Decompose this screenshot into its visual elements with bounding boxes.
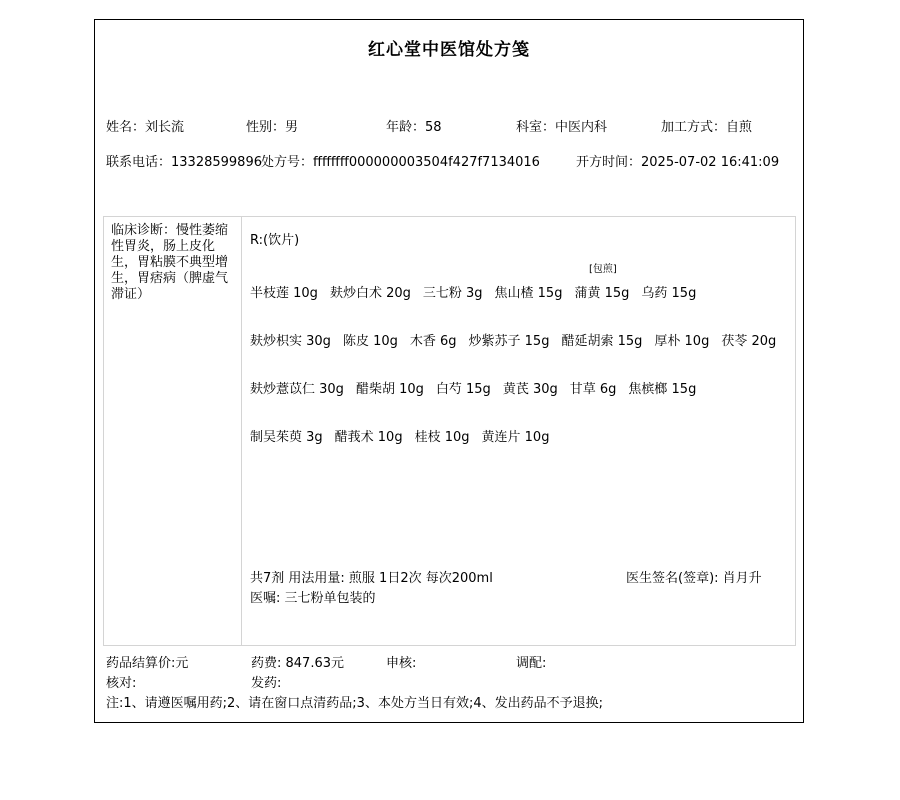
prescription-sheet <box>94 19 804 723</box>
herb-item: 厚朴 10g <box>654 334 710 349</box>
prescription-box <box>103 216 796 646</box>
processing-method-label: 加工方式： <box>661 120 727 135</box>
patient-name-value: 刘长流 <box>145 120 185 135</box>
herb-item: 茯苓 20g <box>721 334 777 349</box>
department-field <box>516 116 607 135</box>
herb-item: 乌药 15g <box>641 286 697 301</box>
patient-name-field <box>106 116 184 135</box>
herb-lines <box>250 282 787 445</box>
review-field: 申核: <box>386 656 417 671</box>
patient-name-label: 姓名： <box>106 120 146 135</box>
settle-price-value: 元 <box>175 656 189 671</box>
doctor-signature-name: 肖月升 <box>722 571 762 586</box>
rx-header: R:(饮片) <box>250 233 300 248</box>
prescription-number-label: 处方号： <box>261 155 314 170</box>
herb-item: 醋柴胡 10g <box>355 382 424 397</box>
diagnosis-cell <box>104 217 242 645</box>
herb-item: 桂枝 10g <box>414 430 470 445</box>
doctor-signature-label: 医生签名(签章): <box>626 571 723 586</box>
usage-row <box>250 569 787 589</box>
herb-item: 白芍 15g <box>435 382 491 397</box>
herb-item: 醋延胡索 15g <box>561 334 643 349</box>
herb-line <box>250 426 787 445</box>
rx-footer <box>250 569 787 609</box>
patient-gender-field <box>246 116 298 135</box>
patient-age-value: 58 <box>425 120 442 135</box>
herb-item: 焦槟榔 15g <box>628 382 697 397</box>
issue-time-field <box>576 151 779 170</box>
processing-method-value: 自煎 <box>726 120 753 135</box>
herb-item: 醋莪术 10g <box>334 430 403 445</box>
diagnosis-label: 临床诊断： <box>111 223 177 238</box>
patient-gender-value: 男 <box>285 120 299 135</box>
issue-time-value: 2025-07-02 16:41:09 <box>641 155 780 170</box>
herb-item: 黄连片 10g <box>481 430 550 445</box>
decoction-note: [包煎] <box>589 264 617 275</box>
diagnosis-text: 慢性萎缩性胃炎，肠上皮化生，胃粘膜不典型增生，胃痞病（脾虚气滞证） <box>111 223 229 302</box>
issue-field: 发药: <box>251 676 282 691</box>
patient-age-label: 年龄： <box>386 120 426 135</box>
fee-label: 药费: <box>251 656 286 671</box>
prescription-number-field <box>261 151 540 170</box>
herb-item: 麸炒白术 20g <box>329 286 411 301</box>
herb-item: 麸炒枳实 30g <box>250 334 331 349</box>
fee-value: 847.63元 <box>285 656 345 671</box>
check-field: 核对: <box>106 676 137 691</box>
dispense-field: 调配: <box>516 656 547 671</box>
footer-note: 注:1、请遵医嘱用药;2、请在窗口点清药品;3、本处方当日有效;4、发出药品不予退换; <box>106 696 603 711</box>
herb-item: 制吴茱萸 3g <box>250 430 323 445</box>
settle-price-field <box>106 652 188 671</box>
herb-item: 焦山楂 15g <box>494 286 563 301</box>
prescription-number-value: ffffffff000000003504f427f7134016 <box>313 155 540 170</box>
issue-time-label: 开方时间： <box>576 155 642 170</box>
phone-field <box>106 151 262 170</box>
rx-cell <box>242 217 795 645</box>
herb-line <box>250 378 787 397</box>
patient-gender-label: 性别： <box>246 120 286 135</box>
phone-label: 联系电话： <box>106 155 172 170</box>
herb-item: 三七粉 3g <box>422 286 483 301</box>
department-value: 中医内科 <box>555 120 608 135</box>
advice-text: 三七粉单包装的 <box>284 591 376 606</box>
page-title: 红心堂中医馆处方笺 <box>368 40 530 60</box>
herb-item: 蒲黄 15g <box>574 286 630 301</box>
advice-label: 医嘱: <box>250 591 285 606</box>
herb-item: 麸炒薏苡仁 30g <box>250 382 344 397</box>
herb-line <box>250 330 787 349</box>
department-label: 科室： <box>516 120 556 135</box>
phone-value: 13328599896 <box>171 155 262 170</box>
herb-item: 甘草 6g <box>569 382 617 397</box>
patient-age-field <box>386 116 442 135</box>
settle-price-label: 药品结算价: <box>106 656 176 671</box>
herb-item: 黄芪 30g <box>502 382 558 397</box>
herb-line <box>250 282 787 301</box>
advice-row <box>250 589 787 609</box>
herb-item: 炒紫苏子 15g <box>468 334 550 349</box>
herb-item: 半枝莲 10g <box>250 286 318 301</box>
fee-field <box>251 652 344 671</box>
usage-text: 共7剂 用法用量: 煎服 1日2次 每次200ml <box>250 571 493 586</box>
herb-item: 陈皮 10g <box>342 334 398 349</box>
doctor-signature <box>626 569 762 589</box>
processing-method-field <box>661 116 752 135</box>
herb-item: 木香 6g <box>409 334 457 349</box>
